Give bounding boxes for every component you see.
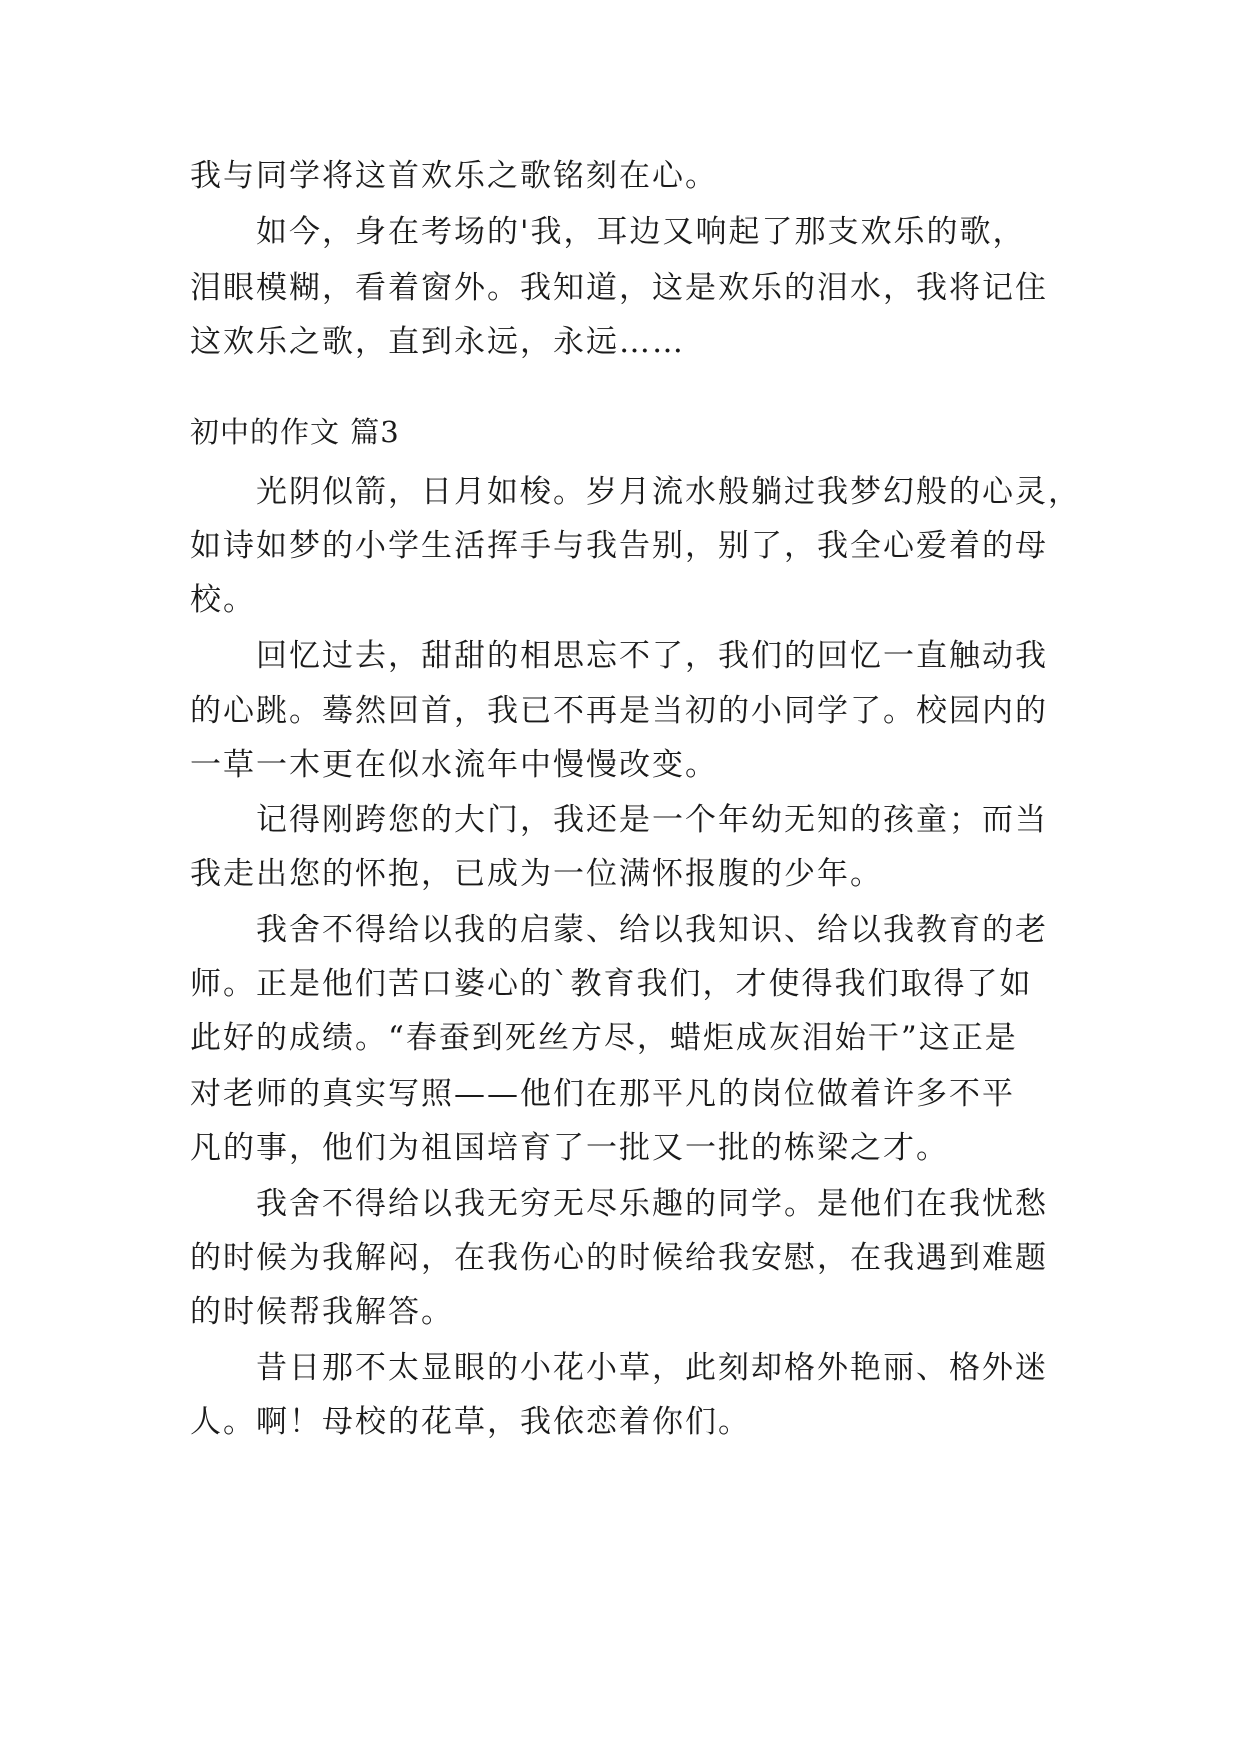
- paragraph-line: 对老师的真实写照——他们在那平凡的岗位做着许多不平: [190, 1076, 1015, 1112]
- paragraph-line: 如诗如梦的小学生活挥手与我告别，别了，我全心爱着的母: [190, 528, 1048, 564]
- paragraph-line: 昔日那不太显眼的小花小草，此刻却格外艳丽、格外迷: [256, 1350, 1048, 1386]
- paragraph-line: 我走出您的怀抱，已成为一位满怀报腹的少年。: [190, 856, 883, 892]
- paragraph-line: 师。正是他们苦口婆心的`教育我们，才使得我们取得了如: [190, 966, 1033, 1002]
- paragraph-line: 我舍不得给以我的启蒙、给以我知识、给以我教育的老: [256, 912, 1048, 948]
- paragraph-line: 泪眼模糊，看着窗外。我知道，这是欢乐的泪水，我将记住: [190, 270, 1048, 306]
- paragraph-line: 光阴似箭，日月如梭。岁月流水般躺过我梦幻般的心灵，: [256, 474, 1081, 510]
- paragraph-line: 的时候为我解闷，在我伤心的时候给我安慰，在我遇到难题: [190, 1240, 1048, 1276]
- paragraph-line: 记得刚跨您的大门，我还是一个年幼无知的孩童；而当: [256, 802, 1048, 838]
- paragraph-line: 我与同学将这首欢乐之歌铭刻在心。: [190, 158, 718, 194]
- paragraph-line: 的心跳。蓦然回首，我已不再是当初的小同学了。校园内的: [190, 693, 1048, 729]
- paragraph-line: 一草一木更在似水流年中慢慢改变。: [190, 747, 718, 783]
- section-heading: 初中的作文 篇3: [190, 415, 400, 449]
- paragraph-line: 如今，身在考场的'我，耳边又响起了那支欢乐的歌，: [256, 214, 1026, 250]
- paragraph-line: 凡的事，他们为祖国培育了一批又一批的栋梁之才。: [190, 1130, 949, 1166]
- paragraph-line: 这欢乐之歌，直到永远，永远……: [190, 324, 685, 360]
- paragraph-line: 此好的成绩。“春蚕到死丝方尽，蜡炬成灰泪始干”这正是: [190, 1020, 1018, 1056]
- paragraph-line: 回忆过去，甜甜的相思忘不了，我们的回忆一直触动我: [256, 638, 1048, 674]
- paragraph-line: 人。啊！母校的花草，我依恋着你们。: [190, 1404, 751, 1440]
- paragraph-line: 的时候帮我解答。: [190, 1294, 454, 1330]
- paragraph-line: 校。: [190, 582, 256, 618]
- paragraph-line: 我舍不得给以我无穷无尽乐趣的同学。是他们在我忧愁: [256, 1186, 1048, 1222]
